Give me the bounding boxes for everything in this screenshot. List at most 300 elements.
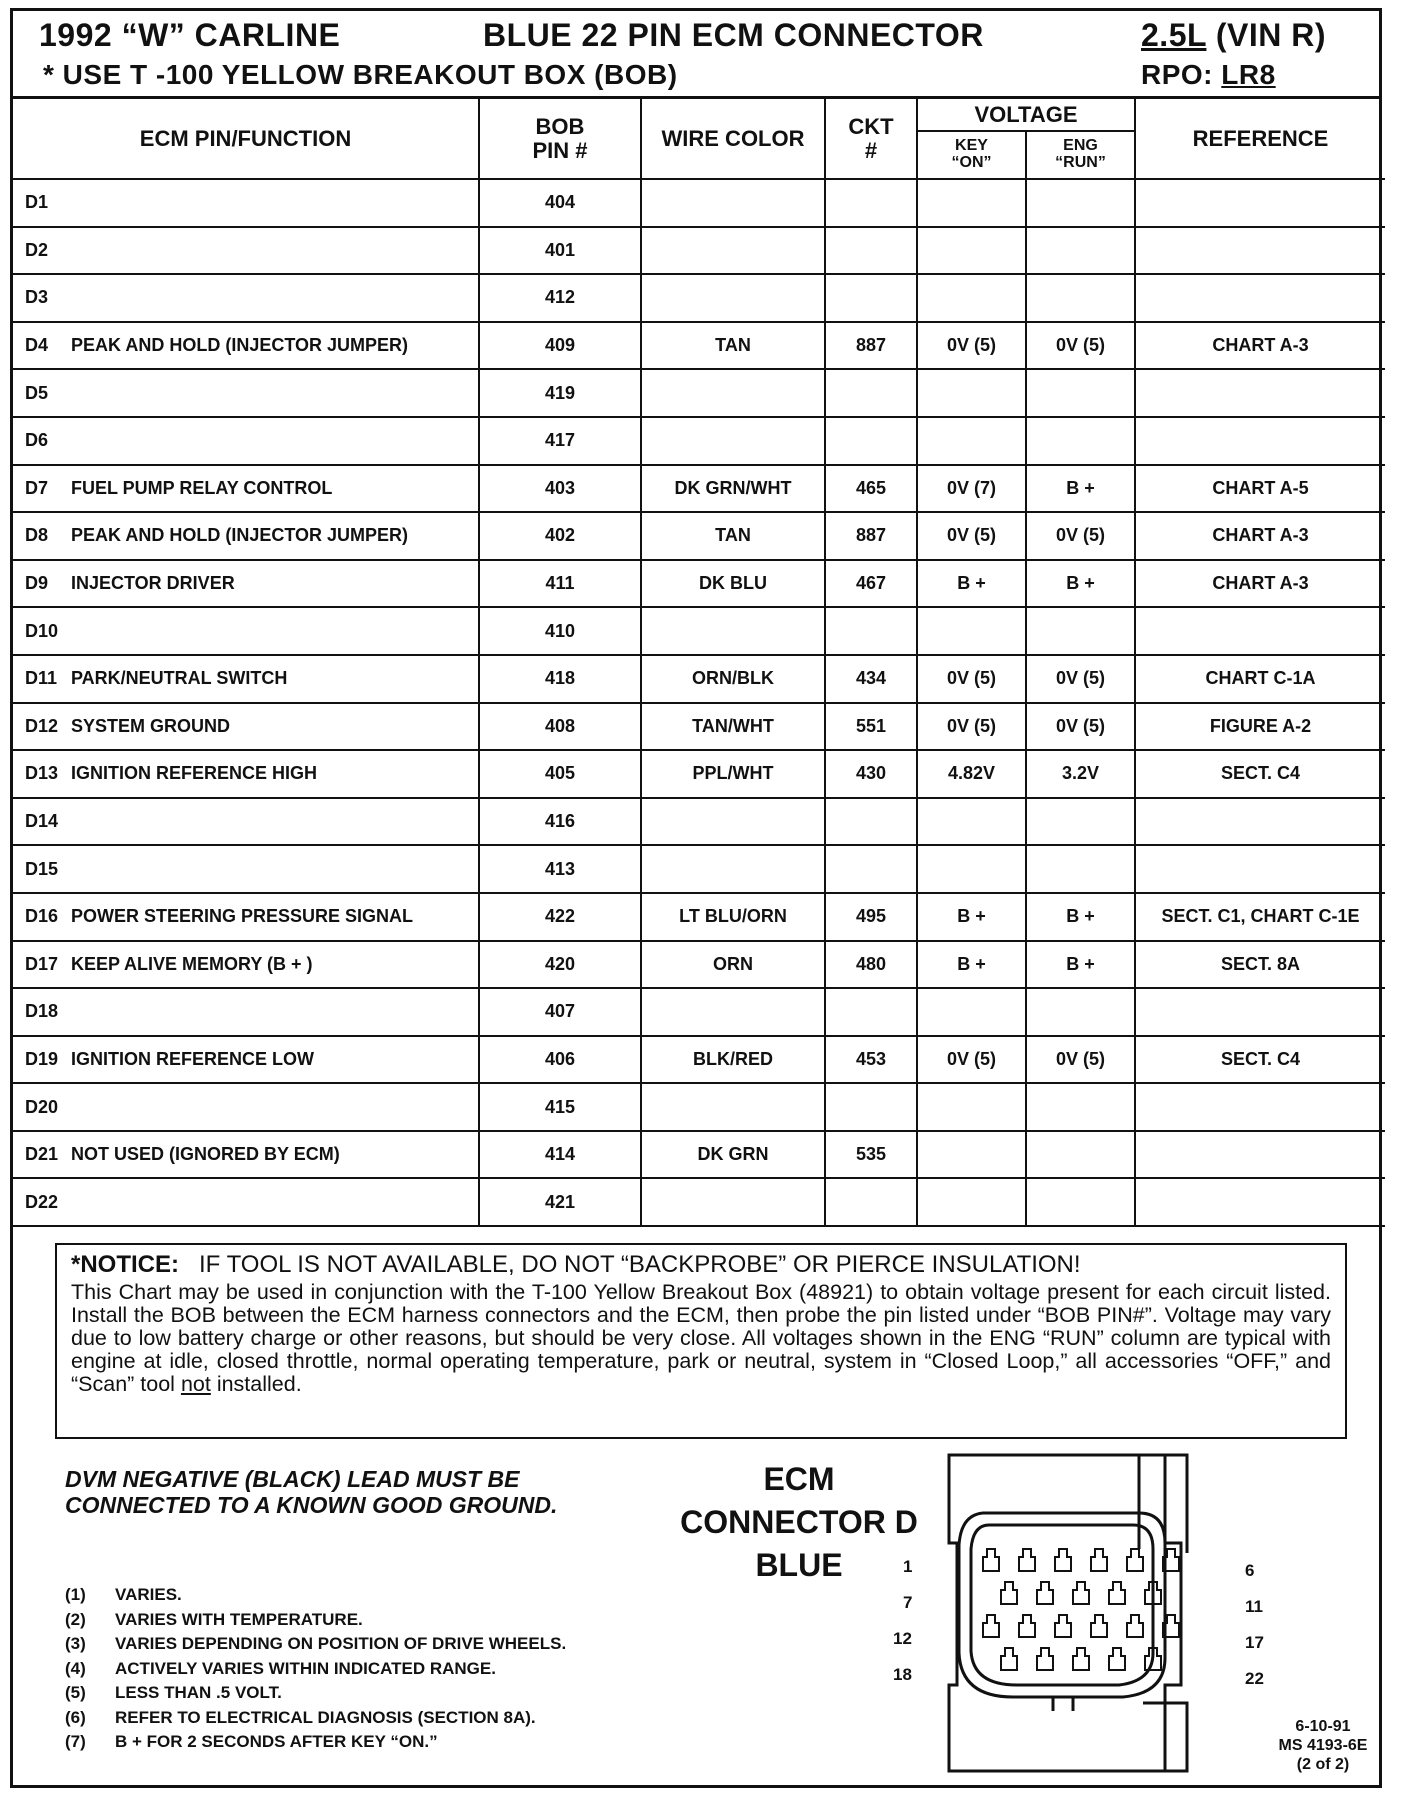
bob-pin-cell: 413: [479, 845, 641, 893]
col-wire-header: WIRE COLOR: [641, 99, 825, 179]
footnote: [65, 1608, 566, 1633]
footnote-number: (5): [65, 1683, 86, 1702]
bob-pin-cell: 406: [479, 1036, 641, 1084]
col-key-on-header: [917, 131, 1026, 179]
table-row: [13, 1083, 1385, 1131]
key-on-voltage-cell: 0V (5): [917, 322, 1026, 370]
connector-face-outer: [959, 1513, 1165, 1697]
key-on-voltage-cell: 0V (5): [917, 512, 1026, 560]
rpo-label: RPO:: [1141, 59, 1213, 90]
pin-label-1: 1: [903, 1557, 913, 1576]
connector-pin-grid: [983, 1549, 1179, 1670]
pin-function: PARK/NEUTRAL SWITCH: [71, 668, 288, 689]
wire-color-cell: PPL/WHT: [641, 750, 825, 798]
bob-pin-cell: 409: [479, 322, 641, 370]
key-on-voltage-cell: [917, 417, 1026, 465]
wire-color-cell: [641, 417, 825, 465]
eng-run-voltage-cell: B +: [1026, 560, 1135, 608]
stamp-page: (2 of 2): [1296, 1756, 1350, 1773]
circuit-number-cell: 551: [825, 703, 917, 751]
bob-pin-cell: 422: [479, 893, 641, 941]
bob-pin-cell: 410: [479, 607, 641, 655]
eng-run-voltage-cell: [1026, 845, 1135, 893]
footnote: [65, 1583, 566, 1608]
reference-cell: CHART A-3: [1135, 560, 1385, 608]
connector-pin-socket: [983, 1549, 999, 1571]
col-function-header: ECM PIN/FUNCTION: [13, 99, 479, 179]
bob-pin-cell: 407: [479, 988, 641, 1036]
footnote: [65, 1730, 566, 1755]
table-row: [13, 322, 1385, 370]
pin-function-cell: [13, 798, 479, 846]
col-eng-line1: ENG: [1063, 137, 1098, 155]
footnote-number: (2): [65, 1609, 86, 1629]
eng-run-voltage-cell: 3.2V: [1026, 750, 1135, 798]
connector-label-line1: ECM: [763, 1461, 835, 1497]
pin-label-12: 12: [893, 1629, 912, 1648]
pin-label-17: 17: [1245, 1633, 1264, 1652]
key-on-voltage-cell: 0V (5): [917, 703, 1026, 751]
reference-cell: CHART A-3: [1135, 322, 1385, 370]
ecm-pin: D6: [25, 430, 49, 451]
eng-run-voltage-cell: [1026, 798, 1135, 846]
eng-run-voltage-cell: 0V (5): [1026, 1036, 1135, 1084]
wire-color-cell: [641, 607, 825, 655]
wire-color-cell: [641, 179, 825, 227]
connector-pin-socket: [1019, 1615, 1035, 1637]
wire-color-cell: TAN: [641, 512, 825, 560]
eng-run-voltage-cell: [1026, 1178, 1135, 1226]
bob-pin-cell: 417: [479, 417, 641, 465]
wire-color-cell: [641, 845, 825, 893]
pin-label-11: 11: [1245, 1597, 1263, 1616]
pin-function: PEAK AND HOLD (INJECTOR JUMPER): [71, 525, 409, 546]
key-on-voltage-cell: 0V (5): [917, 655, 1026, 703]
connector-pin-socket: [1001, 1582, 1017, 1604]
stamp-code: MS 4193-6E: [1278, 1737, 1368, 1754]
pin-function-cell: [13, 893, 479, 941]
table-row: [13, 845, 1385, 893]
footnote-text: VARIES WITH TEMPERATURE.: [115, 1609, 363, 1629]
ecm-pin: D20: [25, 1096, 59, 1117]
table-row: [13, 1178, 1385, 1226]
reference-cell: [1135, 179, 1385, 227]
wire-color-cell: TAN: [641, 322, 825, 370]
connector-pin-socket: [1127, 1549, 1143, 1571]
connector-pin-socket: [1073, 1582, 1089, 1604]
bob-pin-cell: 415: [479, 1083, 641, 1131]
table-row: [13, 274, 1385, 322]
pin-function-cell: [13, 227, 479, 275]
notice-emphasis: not: [180, 1372, 211, 1396]
key-on-voltage-cell: [917, 1131, 1026, 1179]
col-ckt-header: [825, 99, 917, 179]
bob-pin-cell: 401: [479, 227, 641, 275]
pin-function: IGNITION REFERENCE LOW: [71, 1048, 314, 1069]
connector-label-line3: BLUE: [755, 1547, 843, 1583]
pin-function-cell: [13, 655, 479, 703]
circuit-number-cell: 430: [825, 750, 917, 798]
pinout-table: [13, 99, 1385, 1227]
ecm-pin: D12: [25, 715, 59, 736]
footnote-text: B + FOR 2 SECONDS AFTER KEY “ON.”: [115, 1732, 438, 1751]
pinout-rows: [13, 179, 1385, 1226]
footnote: [65, 1632, 566, 1657]
pin-label-7: 7: [903, 1593, 913, 1612]
col-eng-run-header: [1026, 131, 1135, 179]
wire-color-cell: ORN: [641, 941, 825, 989]
ecm-pin: D3: [25, 287, 49, 308]
reference-cell: SECT. C4: [1135, 750, 1385, 798]
circuit-number-cell: [825, 369, 917, 417]
reference-cell: SECT. C4: [1135, 1036, 1385, 1084]
footnote: [65, 1657, 566, 1682]
ecm-pin: D7: [25, 477, 49, 498]
footnote: [65, 1681, 566, 1706]
bob-pin-cell: 412: [479, 274, 641, 322]
wire-color-cell: DK GRN/WHT: [641, 465, 825, 513]
table-row: [13, 988, 1385, 1036]
footnote-number: (4): [65, 1658, 86, 1678]
eng-run-voltage-cell: [1026, 1131, 1135, 1179]
engine-spec: [1141, 17, 1326, 54]
key-on-voltage-cell: [917, 798, 1026, 846]
ecm-pin: D14: [25, 811, 59, 832]
bob-pin-cell: 414: [479, 1131, 641, 1179]
pin-function: PEAK AND HOLD (INJECTOR JUMPER): [71, 335, 409, 356]
rpo-value: LR8: [1221, 59, 1276, 90]
footnote-number: (6): [65, 1707, 86, 1727]
notice-text-end: installed.: [216, 1372, 302, 1396]
wire-color-cell: DK GRN: [641, 1131, 825, 1179]
key-on-voltage-cell: B +: [917, 941, 1026, 989]
col-reference-header: REFERENCE: [1135, 99, 1385, 179]
key-on-voltage-cell: [917, 1083, 1026, 1131]
connector-pin-socket: [1109, 1582, 1125, 1604]
col-key-line2: “ON”: [951, 154, 992, 171]
wire-color-cell: TAN/WHT: [641, 703, 825, 751]
table-row: [13, 512, 1385, 560]
ecm-pin: D1: [25, 192, 49, 213]
connector-pin-socket: [1055, 1615, 1071, 1637]
dvm-instruction: [65, 1466, 557, 1518]
ecm-pin: D19: [25, 1048, 59, 1069]
eng-run-voltage-cell: [1026, 417, 1135, 465]
footnote-number: (1): [65, 1585, 86, 1604]
ecm-pin: D16: [25, 906, 59, 927]
reference-cell: CHART C-1A: [1135, 655, 1385, 703]
reference-cell: [1135, 798, 1385, 846]
key-on-voltage-cell: 0V (7): [917, 465, 1026, 513]
eng-run-voltage-cell: [1026, 1083, 1135, 1131]
wire-color-cell: [641, 274, 825, 322]
pin-function-cell: [13, 465, 479, 513]
circuit-number-cell: [825, 988, 917, 1036]
eng-run-voltage-cell: 0V (5): [1026, 512, 1135, 560]
ecm-pin: D22: [25, 1191, 59, 1212]
eng-run-voltage-cell: 0V (5): [1026, 322, 1135, 370]
reference-cell: [1135, 227, 1385, 275]
wire-color-cell: [641, 988, 825, 1036]
pin-label-22: 22: [1245, 1669, 1264, 1688]
connector-label: [659, 1458, 939, 1587]
ecm-pin: D5: [25, 382, 49, 403]
pin-label-6: 6: [1245, 1561, 1255, 1580]
pin-function: POWER STEERING PRESSURE SIGNAL: [71, 906, 414, 927]
pin-function-cell: [13, 1178, 479, 1226]
connector-pin-socket: [1073, 1648, 1089, 1670]
vin-code: (VIN R): [1215, 17, 1326, 53]
col-key-line1: KEY: [955, 137, 988, 155]
bob-pin-cell: 416: [479, 798, 641, 846]
table-row: [13, 798, 1385, 846]
eng-run-voltage-cell: [1026, 274, 1135, 322]
ecm-pin: D4: [25, 335, 49, 356]
notice-body: [71, 1281, 1331, 1396]
wire-color-cell: BLK/RED: [641, 1036, 825, 1084]
connector-pin-socket: [1019, 1549, 1035, 1571]
wire-color-cell: [641, 798, 825, 846]
footnote-text: LESS THAN .5 VOLT.: [115, 1683, 282, 1702]
circuit-number-cell: 434: [825, 655, 917, 703]
table-row: [13, 560, 1385, 608]
reference-cell: [1135, 417, 1385, 465]
bob-pin-cell: 403: [479, 465, 641, 513]
footnote-text: ACTIVELY VARIES WITHIN INDICATED RANGE.: [115, 1658, 496, 1678]
table-row: [13, 417, 1385, 465]
key-on-voltage-cell: [917, 1178, 1026, 1226]
key-on-voltage-cell: [917, 845, 1026, 893]
connector-label-line2: CONNECTOR D: [680, 1504, 918, 1540]
key-on-voltage-cell: [917, 369, 1026, 417]
reference-cell: [1135, 607, 1385, 655]
circuit-number-cell: 465: [825, 465, 917, 513]
table-row: [13, 703, 1385, 751]
pin-function-cell: [13, 1036, 479, 1084]
pin-function-cell: [13, 750, 479, 798]
dvm-line-2: CONNECTED TO A KNOWN GOOD GROUND.: [65, 1492, 558, 1518]
reference-cell: CHART A-3: [1135, 512, 1385, 560]
pin-function-cell: [13, 369, 479, 417]
ecm-pin: D13: [25, 763, 59, 784]
wire-color-cell: ORN/BLK: [641, 655, 825, 703]
eng-run-voltage-cell: [1026, 607, 1135, 655]
notice-text: This Chart may be used in conjunction with the T-100 Yellow Breakout Box (48921) to obtain voltage present for each circuit listed. Install the BOB between the ECM harness connectors and the ECM, then probe the pin listed under “BOB PIN#”. Voltage may vary due to low battery charge or other reasons, but should be very close. All voltages shown in the ENG “RUN” column are typical with engine at idle, closed throttle, normal operating temperature, park or neutral, system in “Closed Loop,” all accessories “OFF,” and “Scan” tool: [71, 1280, 1331, 1396]
key-on-voltage-cell: B +: [917, 560, 1026, 608]
col-ckt-line2: #: [864, 137, 878, 163]
col-ckt-line1: CKT: [848, 114, 894, 140]
notice-box: [55, 1243, 1347, 1439]
reference-cell: [1135, 1083, 1385, 1131]
pin-function-cell: [13, 988, 479, 1036]
bob-pin-cell: 421: [479, 1178, 641, 1226]
footnote-number: (7): [65, 1732, 86, 1751]
reference-cell: [1135, 988, 1385, 1036]
eng-run-voltage-cell: [1026, 369, 1135, 417]
circuit-number-cell: [825, 607, 917, 655]
table-row: [13, 227, 1385, 275]
circuit-number-cell: [825, 798, 917, 846]
pin-function-cell: [13, 179, 479, 227]
bob-pin-cell: 402: [479, 512, 641, 560]
connector-pin-socket: [1109, 1648, 1125, 1670]
wire-color-cell: [641, 1178, 825, 1226]
reference-cell: [1135, 274, 1385, 322]
bob-note: * USE T -100 YELLOW BREAKOUT BOX (BOB): [43, 59, 678, 90]
wire-color-cell: [641, 1083, 825, 1131]
reference-cell: [1135, 845, 1385, 893]
table-row: [13, 1036, 1385, 1084]
reference-cell: CHART A-5: [1135, 465, 1385, 513]
pin-function-cell: [13, 560, 479, 608]
footnote-text: REFER TO ELECTRICAL DIAGNOSIS (SECTION 8A).: [115, 1707, 536, 1727]
table-row: [13, 750, 1385, 798]
pin-label-18: 18: [893, 1665, 912, 1684]
pin-function-cell: [13, 274, 479, 322]
circuit-number-cell: 887: [825, 512, 917, 560]
bob-pin-cell: 408: [479, 703, 641, 751]
eng-run-voltage-cell: 0V (5): [1026, 655, 1135, 703]
ecm-pin: D15: [25, 858, 59, 879]
col-bob-header: [479, 99, 641, 179]
reference-cell: [1135, 1178, 1385, 1226]
key-on-voltage-cell: [917, 179, 1026, 227]
ecm-pin: D18: [25, 1001, 59, 1022]
circuit-number-cell: [825, 1178, 917, 1226]
connector-housing: [949, 1455, 1181, 1771]
wire-color-cell: LT BLU/ORN: [641, 893, 825, 941]
ecm-pin: D9: [25, 573, 49, 594]
pin-function: FUEL PUMP RELAY CONTROL: [71, 477, 333, 498]
table-row: [13, 655, 1385, 703]
connector-pin-socket: [1037, 1648, 1053, 1670]
circuit-number-cell: [825, 417, 917, 465]
pin-function-cell: [13, 941, 479, 989]
pin-function: SYSTEM GROUND: [71, 715, 231, 736]
bob-pin-cell: 419: [479, 369, 641, 417]
key-on-voltage-cell: 0V (5): [917, 1036, 1026, 1084]
notice-headline: [71, 1251, 1331, 1279]
dvm-line-1: DVM NEGATIVE (BLACK) LEAD MUST BE: [65, 1466, 520, 1492]
circuit-number-cell: [825, 1083, 917, 1131]
reference-cell: [1135, 1131, 1385, 1179]
pin-function-cell: [13, 1083, 479, 1131]
eng-run-voltage-cell: [1026, 988, 1135, 1036]
eng-run-voltage-cell: 0V (5): [1026, 703, 1135, 751]
key-on-voltage-cell: [917, 227, 1026, 275]
engine-size: 2.5L: [1141, 17, 1207, 53]
pin-function-cell: [13, 322, 479, 370]
bob-pin-cell: 411: [479, 560, 641, 608]
key-on-voltage-cell: [917, 274, 1026, 322]
pin-function-cell: [13, 703, 479, 751]
ecm-pin: D10: [25, 620, 59, 641]
table-row: [13, 1131, 1385, 1179]
table-row: [13, 465, 1385, 513]
ecm-pin: D8: [25, 525, 49, 546]
pin-function-cell: [13, 845, 479, 893]
wire-color-cell: [641, 369, 825, 417]
circuit-number-cell: 467: [825, 560, 917, 608]
circuit-number-cell: 495: [825, 893, 917, 941]
pin-function-cell: [13, 607, 479, 655]
circuit-number-cell: [825, 845, 917, 893]
bob-pin-cell: 420: [479, 941, 641, 989]
footnote-text: VARIES.: [115, 1585, 182, 1604]
table-row: [13, 369, 1385, 417]
connector-pin-socket: [983, 1615, 999, 1637]
table-row: [13, 941, 1385, 989]
circuit-number-cell: 480: [825, 941, 917, 989]
notice-label: *NOTICE:: [71, 1251, 179, 1278]
circuit-number-cell: 453: [825, 1036, 917, 1084]
pin-function: NOT USED (IGNORED BY ECM): [71, 1144, 340, 1165]
eng-run-voltage-cell: [1026, 227, 1135, 275]
circuit-number-cell: [825, 274, 917, 322]
bob-pin-cell: 404: [479, 179, 641, 227]
eng-run-voltage-cell: B +: [1026, 893, 1135, 941]
ecm-pin: D11: [25, 668, 58, 689]
connector-pin-socket: [1001, 1648, 1017, 1670]
key-on-voltage-cell: [917, 988, 1026, 1036]
pin-function: IGNITION REFERENCE HIGH: [71, 763, 318, 784]
connector-title: BLUE 22 PIN ECM CONNECTOR: [483, 17, 984, 53]
notice-warning: IF TOOL IS NOT AVAILABLE, DO NOT “BACKPROBE” OR PIERCE INSULATION!: [199, 1251, 1081, 1278]
pin-function-cell: [13, 512, 479, 560]
connector-pin-socket: [1127, 1615, 1143, 1637]
circuit-number-cell: [825, 227, 917, 275]
ecm-pin: D2: [25, 239, 49, 260]
circuit-number-cell: 887: [825, 322, 917, 370]
col-bob-line2: PIN #: [532, 137, 588, 163]
pin-function: INJECTOR DRIVER: [71, 573, 235, 594]
col-bob-line1: BOB: [535, 114, 585, 140]
bob-pin-cell: 405: [479, 750, 641, 798]
connector-pin-socket: [1055, 1549, 1071, 1571]
reference-cell: [1135, 369, 1385, 417]
bob-pin-cell: 418: [479, 655, 641, 703]
connector-pin-socket: [1091, 1549, 1107, 1571]
wire-color-cell: DK BLU: [641, 560, 825, 608]
connector-diagram: [943, 1453, 1243, 1773]
rpo-code: [1141, 59, 1276, 91]
connector-pin-socket: [1037, 1582, 1053, 1604]
key-on-voltage-cell: B +: [917, 893, 1026, 941]
circuit-number-cell: [825, 179, 917, 227]
key-on-voltage-cell: [917, 607, 1026, 655]
circuit-number-cell: 535: [825, 1131, 917, 1179]
table-row: [13, 607, 1385, 655]
pin-function-cell: [13, 1131, 479, 1179]
eng-run-voltage-cell: B +: [1026, 465, 1135, 513]
footnote-number: (3): [65, 1634, 86, 1653]
pin-function-cell: [13, 417, 479, 465]
table-row: [13, 893, 1385, 941]
carline-title: 1992 “W” CARLINE: [39, 17, 341, 53]
reference-cell: SECT. 8A: [1135, 941, 1385, 989]
col-voltage-header: VOLTAGE: [917, 99, 1135, 131]
footnote-text: VARIES DEPENDING ON POSITION OF DRIVE WHEELS.: [115, 1634, 567, 1653]
table-row: [13, 179, 1385, 227]
ecm-pin: D21: [25, 1144, 59, 1165]
pin-function: KEEP ALIVE MEMORY (B + ): [71, 953, 313, 974]
document-header: [13, 11, 1379, 99]
eng-run-voltage-cell: B +: [1026, 941, 1135, 989]
reference-cell: SECT. C1, CHART C-1E: [1135, 893, 1385, 941]
footnote-list: [65, 1583, 566, 1755]
document-stamp: [1263, 1717, 1383, 1774]
document-sheet: [10, 8, 1382, 1788]
